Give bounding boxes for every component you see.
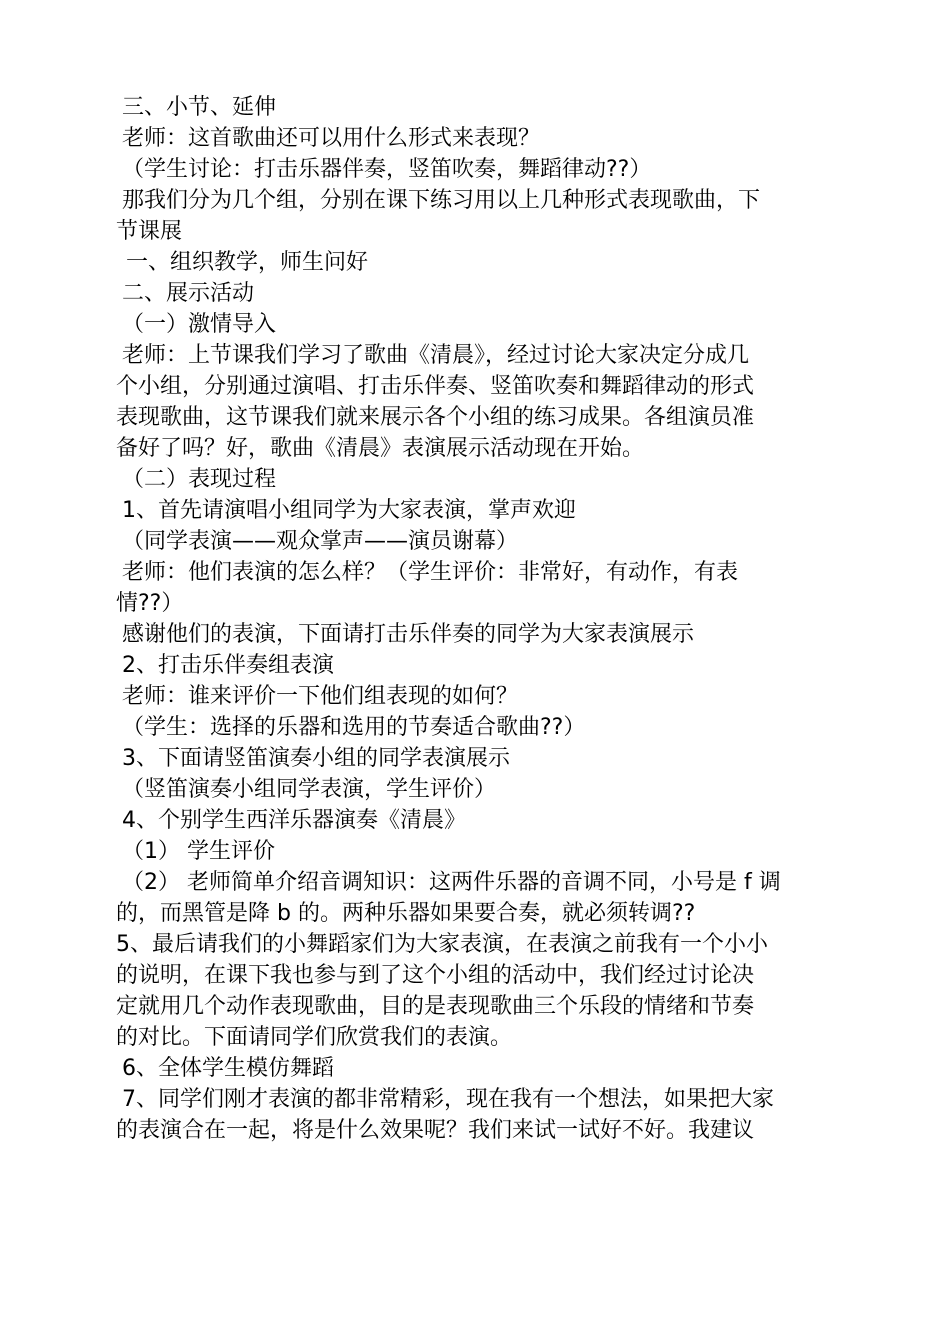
text-line: 老师：他们表演的怎么样？（学生评价：非常好，有动作，有表 bbox=[122, 560, 739, 585]
section-heading-summary: 三、小节、延伸 bbox=[122, 95, 277, 120]
text-line: 那我们分为几个组，分别在课下练习用以上几种形式表现歌曲，下 bbox=[122, 188, 761, 213]
text-line: 节课展 bbox=[116, 219, 183, 244]
text-line: （1） 学生评价 bbox=[122, 839, 275, 864]
text-line: 2、打击乐伴奏组表演 bbox=[122, 653, 334, 678]
text-line: 定就用几个动作表现歌曲，目的是表现歌曲三个乐段的情绪和节奏 bbox=[116, 994, 755, 1019]
document-body bbox=[116, 92, 836, 1146]
text-line: 个小组，分别通过演唱、打击乐伴奏、竖笛吹奏和舞蹈律动的形式 bbox=[116, 374, 755, 399]
text-line: 4、个别学生西洋乐器演奏《清晨》 bbox=[122, 808, 466, 833]
text-line: 的对比。下面请同学们欣赏我们的表演。 bbox=[116, 1025, 513, 1050]
text-line: 感谢他们的表演，下面请打击乐伴奏的同学为大家表演展示 bbox=[122, 622, 695, 647]
text-line: 3、下面请竖笛演奏小组的同学表演展示 bbox=[122, 746, 510, 771]
subsection-heading-intro: （一）激情导入 bbox=[122, 312, 277, 337]
text-line: 5、最后请我们的小舞蹈家们为大家表演，在表演之前我有一个小小 bbox=[116, 932, 768, 957]
text-line: （同学表演——观众掌声——演员谢幕） bbox=[122, 529, 519, 554]
text-line: 老师：谁来评价一下他们组表现的如何？ bbox=[122, 684, 519, 709]
text-line: 老师：这首歌曲还可以用什么形式来表现？ bbox=[122, 126, 541, 151]
text-line: 的说明，在课下我也参与到了这个小组的活动中，我们经过讨论决 bbox=[116, 963, 755, 988]
text-line: 备好了吗？好，歌曲《清晨》表演展示活动现在开始。 bbox=[116, 436, 645, 461]
text-line: （学生讨论：打击乐器伴奏，竖笛吹奏，舞蹈律动??） bbox=[122, 157, 652, 182]
text-line: （竖笛演奏小组同学表演，学生评价） bbox=[122, 777, 497, 802]
text-line: 情??） bbox=[116, 591, 184, 616]
text-line: （2） 老师简单介绍音调知识：这两件乐器的音调不同，小号是 f 调 bbox=[122, 870, 781, 895]
text-line: 1、首先请演唱小组同学为大家表演，掌声欢迎 bbox=[122, 498, 576, 523]
text-line: 老师：上节课我们学习了歌曲《清晨》，经过讨论大家决定分成几 bbox=[122, 343, 750, 368]
text-line: （学生：选择的乐器和选用的节奏适合歌曲??） bbox=[122, 715, 586, 740]
section-heading-activity: 二、展示活动 bbox=[122, 281, 255, 306]
text-line: 的，而黑管是降 b 的。两种乐器如果要合奏，就必须转调?? bbox=[116, 901, 696, 926]
text-line: 表现歌曲，这节课我们就来展示各个小组的练习成果。各组演员准 bbox=[116, 405, 755, 430]
text-line: 7、同学们刚才表演的都非常精彩，现在我有一个想法，如果把大家 bbox=[122, 1087, 774, 1112]
section-heading-organize: 一、组织教学，师生问好 bbox=[126, 250, 369, 275]
subsection-heading-process: （二）表现过程 bbox=[122, 467, 277, 492]
text-line: 6、全体学生模仿舞蹈 bbox=[122, 1056, 334, 1081]
text-line: 的表演合在一起，将是什么效果呢？我们来试一试好不好。我建议 bbox=[116, 1118, 755, 1143]
